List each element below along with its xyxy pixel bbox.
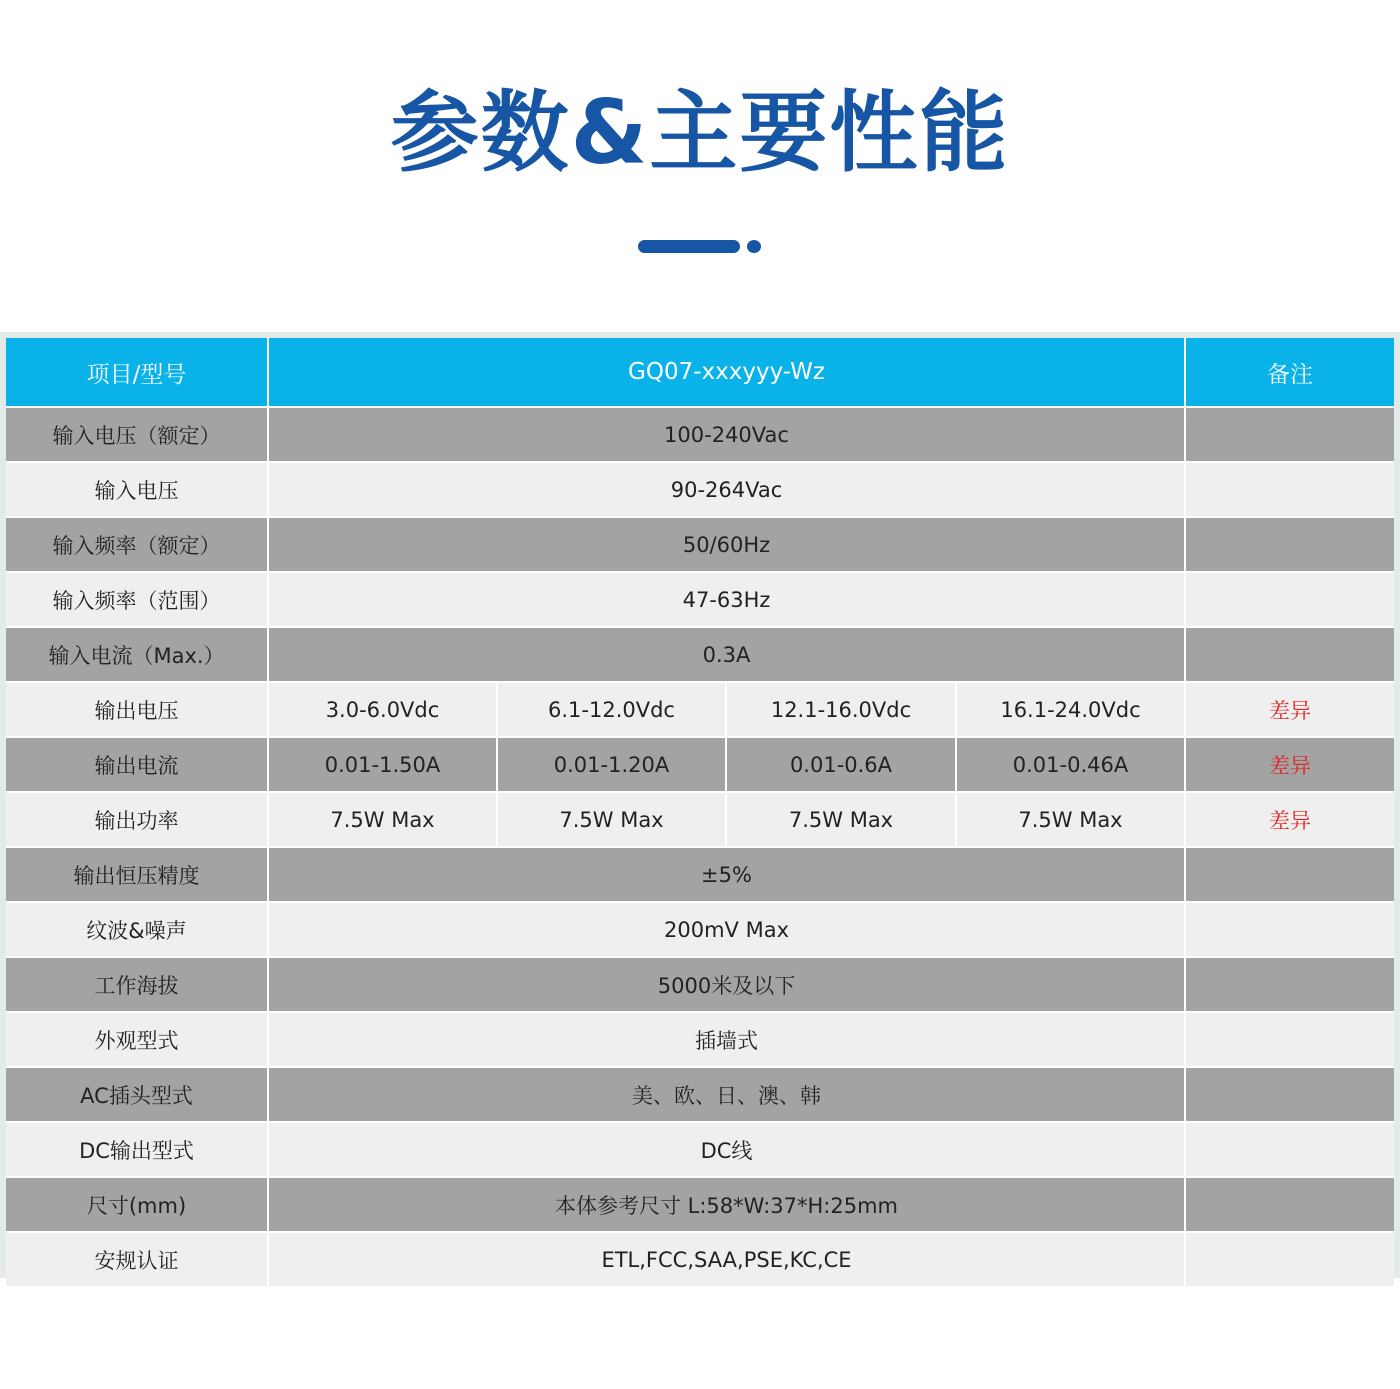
row-value-cell: ETL,FCC,SAA,PSE,KC,CE [268,1232,1185,1287]
row-value-cell: 7.5W Max [726,792,956,847]
title-underline-dot [747,240,761,253]
row-value-cell: 插墙式 [268,1012,1185,1067]
row-value-cell: 50/60Hz [268,517,1185,572]
row-label-cell: 输入电压 [6,462,268,517]
row-label-cell: 输出电压 [6,682,268,737]
table-row [6,792,1394,847]
table-row [6,1012,1394,1067]
row-note-cell [1185,462,1394,517]
table-row [6,1232,1394,1287]
spec-table-container [0,332,1400,1278]
row-note-cell [1185,1177,1394,1232]
row-label-cell: 输出电流 [6,737,268,792]
row-value-cell: 0.01-1.20A [497,737,726,792]
table-row [6,1067,1394,1122]
row-value-cell: 0.01-0.46A [956,737,1185,792]
header-item-cell: 项目/型号 [6,338,268,407]
row-value-cell: 6.1-12.0Vdc [497,682,726,737]
header-note-cell: 备注 [1185,338,1394,407]
table-row [6,682,1394,737]
row-note-cell [1185,1232,1394,1287]
row-note-cell [1185,1012,1394,1067]
row-label-cell: 工作海拔 [6,957,268,1012]
row-value-cell: 本体参考尺寸 L:58*W:37*H:25mm [268,1177,1185,1232]
table-row [6,737,1394,792]
table-row [6,627,1394,682]
row-label-cell: 输出恒压精度 [6,847,268,902]
row-label-cell: 输入电压（额定） [6,407,268,462]
table-row [6,902,1394,957]
row-note-cell [1185,957,1394,1012]
table-row [6,957,1394,1012]
row-value-cell: 16.1-24.0Vdc [956,682,1185,737]
table-row [6,407,1394,462]
row-note-cell: 差异 [1185,682,1394,737]
row-value-cell: 美、欧、日、澳、韩 [268,1067,1185,1122]
table-row [6,1177,1394,1232]
row-value-cell: 12.1-16.0Vdc [726,682,956,737]
row-label-cell: 纹波&噪声 [6,902,268,957]
table-row [6,462,1394,517]
row-value-cell: 7.5W Max [956,792,1185,847]
row-value-cell: 200mV Max [268,902,1185,957]
table-header-row [6,338,1394,407]
row-label-cell: 尺寸(mm) [6,1177,268,1232]
row-label-cell: DC输出型式 [6,1122,268,1177]
row-value-cell: 5000米及以下 [268,957,1185,1012]
spec-table [6,338,1394,1288]
row-label-cell: 输入频率（范围） [6,572,268,627]
table-row [6,847,1394,902]
row-note-cell [1185,1122,1394,1177]
row-note-cell [1185,517,1394,572]
row-value-cell: 90-264Vac [268,462,1185,517]
row-note-cell [1185,627,1394,682]
table-row [6,517,1394,572]
row-label-cell: 输入电流（Max.） [6,627,268,682]
row-note-cell [1185,847,1394,902]
row-label-cell: 外观型式 [6,1012,268,1067]
row-note-cell [1185,902,1394,957]
page-title: 参数&主要性能 [390,81,1010,184]
title-underline-bar [638,240,740,253]
table-row [6,572,1394,627]
row-label-cell: 输出功率 [6,792,268,847]
row-note-cell [1185,407,1394,462]
row-value-cell: 0.01-0.6A [726,737,956,792]
row-value-cell: 0.01-1.50A [268,737,497,792]
row-note-cell [1185,1067,1394,1122]
row-value-cell: ±5% [268,847,1185,902]
row-value-cell: 7.5W Max [497,792,726,847]
row-label-cell: AC插头型式 [6,1067,268,1122]
table-row [6,1122,1394,1177]
row-note-cell: 差异 [1185,792,1394,847]
row-label-cell: 安规认证 [6,1232,268,1287]
row-value-cell: 7.5W Max [268,792,497,847]
row-value-cell: 3.0-6.0Vdc [268,682,497,737]
row-note-cell: 差异 [1185,737,1394,792]
row-value-cell: 0.3A [268,627,1185,682]
row-value-cell: DC线 [268,1122,1185,1177]
row-note-cell [1185,572,1394,627]
header-model-cell: GQ07-xxxyyy-Wz [268,338,1185,407]
row-value-cell: 100-240Vac [268,407,1185,462]
row-value-cell: 47-63Hz [268,572,1185,627]
row-label-cell: 输入频率（额定） [6,517,268,572]
